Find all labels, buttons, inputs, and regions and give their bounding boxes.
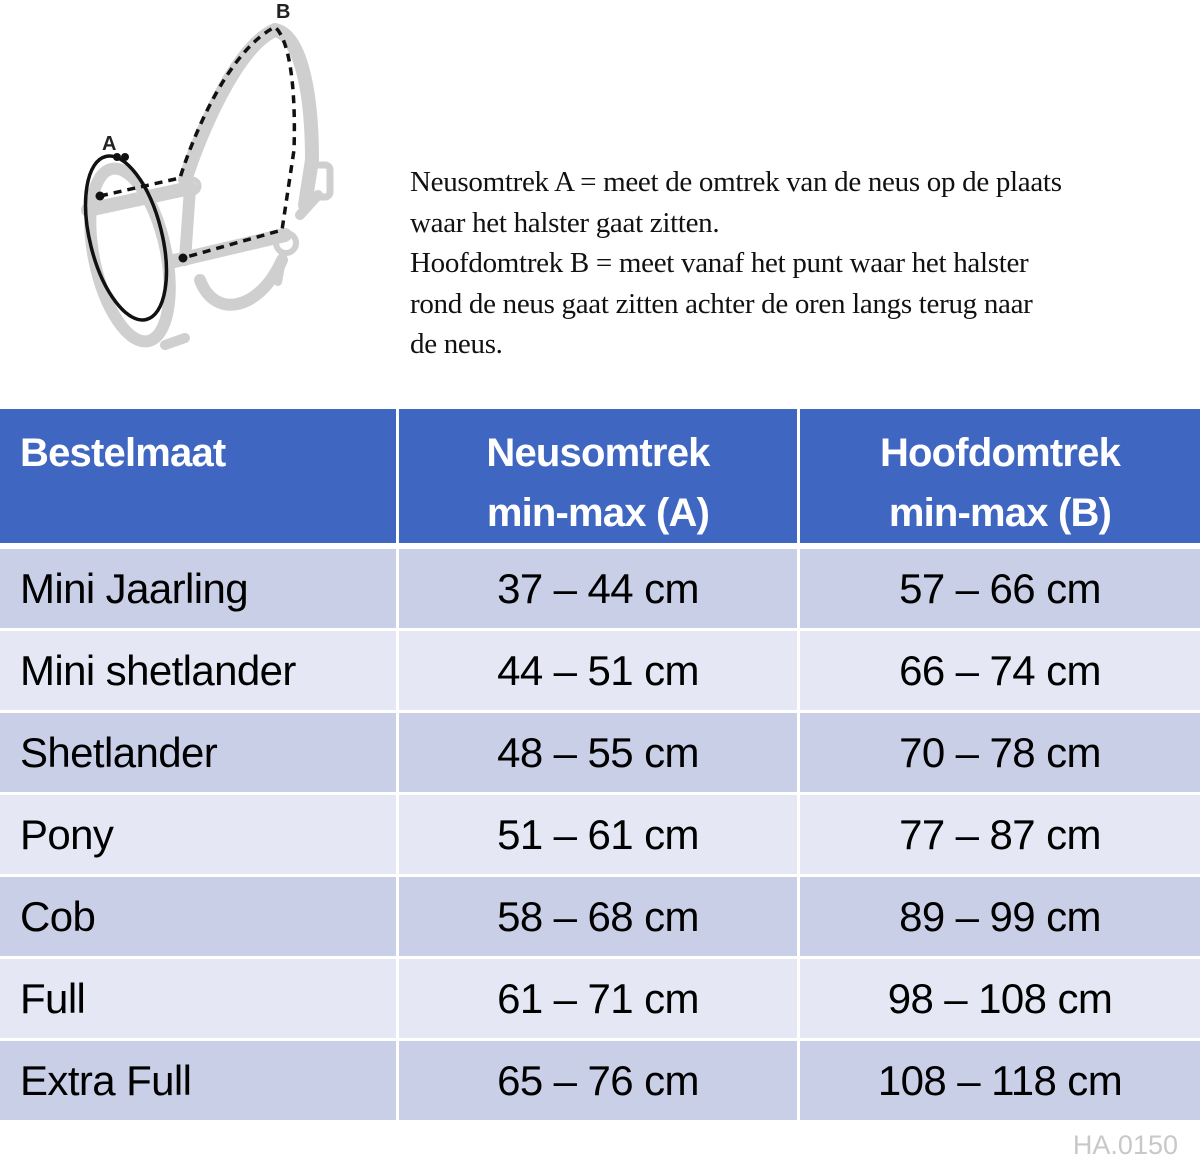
header-order-size [0, 409, 399, 549]
cell-head: 108 – 118 cm [800, 1041, 1200, 1123]
table-row [0, 1041, 1200, 1123]
halter-diagram-icon [0, 0, 400, 380]
description-line: waar het halster gaat zitten. [410, 206, 720, 239]
cell-head: 66 – 74 cm [800, 631, 1200, 713]
description-line: rond de neus gaat zitten achter de oren langs terug naar [410, 287, 1033, 320]
table-row [0, 877, 1200, 959]
header-label: Bestelmaat [20, 431, 226, 475]
cell-nose: 61 – 71 cm [399, 959, 800, 1041]
cell-head: 70 – 78 cm [800, 713, 1200, 795]
cell-nose: 65 – 76 cm [399, 1041, 800, 1123]
table-row [0, 713, 1200, 795]
cell-nose: 51 – 61 cm [399, 795, 800, 877]
measurement-description [410, 162, 1200, 365]
cell-size: Pony [0, 795, 399, 877]
cell-head: 89 – 99 cm [800, 877, 1200, 959]
table-row [0, 631, 1200, 713]
size-chart-table [0, 409, 1200, 1123]
header-label: Neusomtrek [486, 431, 710, 475]
description-line: Hoofdomtrek B = meet vanaf het punt waar het halster [410, 247, 1029, 279]
table-row [0, 795, 1200, 877]
cell-size: Extra Full [0, 1041, 399, 1123]
cell-size: Full [0, 959, 399, 1041]
table-row [0, 959, 1200, 1041]
cell-nose: 58 – 68 cm [399, 877, 800, 959]
cell-size: Shetlander [0, 713, 399, 795]
cell-size: Mini shetlander [0, 631, 399, 713]
label-b: B [276, 1, 291, 23]
header-sublabel: min-max (A) [486, 491, 710, 535]
table-row [0, 549, 1200, 631]
product-code: HA.0150 [1072, 1130, 1178, 1160]
cell-head: 77 – 87 cm [800, 795, 1200, 877]
halter-illustration [0, 0, 400, 380]
header-head-circumference [800, 409, 1200, 549]
cell-nose: 48 – 55 cm [399, 713, 800, 795]
header-nose-circumference [399, 409, 800, 549]
table-header-row [0, 409, 1200, 549]
description-line: Neusomtrek A = meet de omtrek van de neus op de plaats [410, 166, 1062, 198]
cell-head: 57 – 66 cm [800, 549, 1200, 631]
cell-size: Cob [0, 877, 399, 959]
cell-size: Mini Jaarling [0, 549, 399, 631]
label-a: A [102, 133, 117, 155]
header-label: Hoofdomtrek [879, 431, 1121, 475]
cell-nose: 44 – 51 cm [399, 631, 800, 713]
header-sublabel: min-max (B) [888, 491, 1112, 535]
description-line: de neus. [410, 328, 503, 360]
cell-head: 98 – 108 cm [800, 959, 1200, 1041]
cell-nose: 37 – 44 cm [399, 549, 800, 631]
